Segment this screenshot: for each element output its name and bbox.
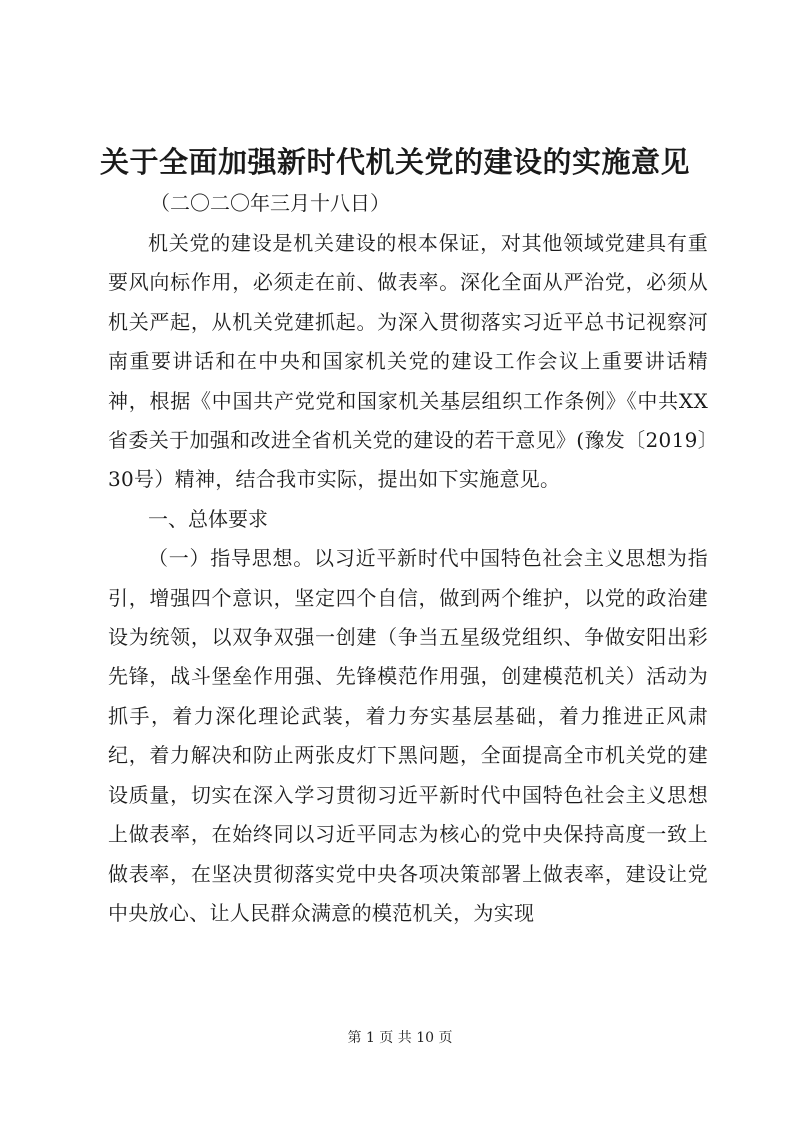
intro-paragraph: 机关党的建设是机关建设的根本保证，对其他领域党建具有重要风向标作用，必须走在前、做表率。深化全面从严治党，必须从机关严起，从机关党建抓起。为深入贯彻落实习近平总书记视察河南重要讲话和在中央和国家机关党的建设工作会议上重要讲话精神，根据《中国共产党党和国家机关基层组织工作条例》《中共XX省委关于加强和改进全省机关党的建设的若干意见》(豫发〔2019〕30号）精神，结合我市实际，提出如下实施意见。 [108,231,708,492]
section-heading: 一、总体要求 [148,506,268,531]
document-title: 关于全面加强新时代机关党的建设的实施意见 [100,145,691,179]
document-date: （二〇二〇年三月十八日） [150,191,390,215]
document-body [108,224,708,933]
page-footer: 第 1 页 共 10 页 [347,1030,453,1046]
section-paragraph: （一）指导思想。以习近平新时代中国特色社会主义思想为指引，增强四个意识，坚定四个自信，做到两个维护，以党的政治建设为统领，以双争双强一创建（争当五星级党组织、争做安阳出彩先锋，战斗堡垒作用强、先锋模范作用强，创建模范机关）活动为抓手，着力深化理论武装，着力夯实基层基础，着力推进正风肃纪，着力解决和防止两张皮灯下黑问题，全面提高全市机关党的建设质量，切实在深入学习贯彻习近平新时代中国特色社会主义思想上做表率，在始终同以习近平同志为核心的党中央保持高度一致上做表率，在坚决贯彻落实党中央各项决策部署上做表率，建设让党中央放心、让人民群众满意的模范机关，为实现 [108,546,708,925]
